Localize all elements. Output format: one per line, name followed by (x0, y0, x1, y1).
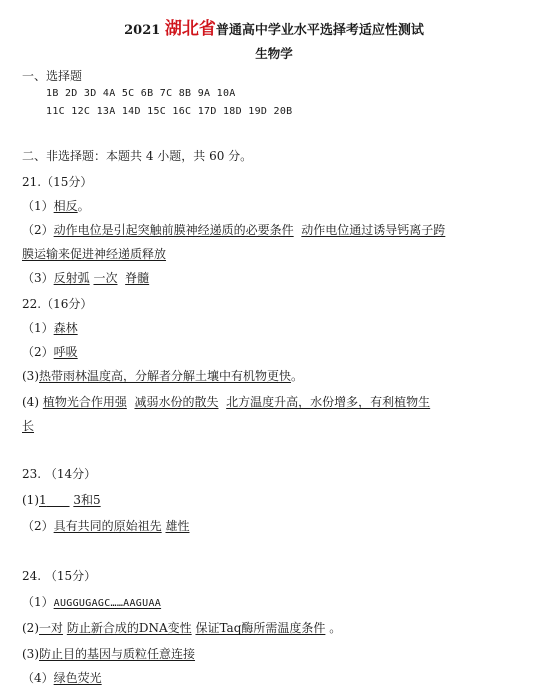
answer: 一对 (39, 621, 64, 635)
answer: 植物光合作用强 (42, 395, 127, 409)
answer: 脊髓 (125, 271, 150, 285)
part-prefix: (4) (22, 395, 39, 409)
answer: 防止目的基因与质粒任意连接 (39, 647, 196, 661)
part-prefix: （2） (22, 345, 54, 359)
answer: 3和5 (73, 493, 101, 507)
q23-part1 (22, 492, 101, 508)
part-prefix: （2） (22, 519, 54, 533)
title-province: 湖北省 (164, 19, 216, 39)
page-title (0, 14, 548, 39)
q24-part1 (22, 594, 161, 612)
q24-part2 (22, 620, 341, 636)
answer: 动作电位通过诱导钙离子跨 (301, 223, 446, 237)
q24-title: 24. （15分） (22, 569, 97, 583)
answer: 具有共同的原始祖先 (53, 519, 162, 533)
part-prefix: （4） (22, 671, 54, 685)
part-prefix: (2) (22, 621, 39, 635)
answer: 绿色荧光 (53, 671, 102, 685)
answer: 热带雨林温度高，分解者分解土壤中有机物更快 (39, 369, 292, 383)
answer: 反射弧 (53, 271, 90, 285)
answer: 减弱水份的散失 (134, 395, 219, 409)
answer: 1 (39, 493, 47, 507)
q21-part2 (22, 222, 445, 238)
answer: 森林 (53, 321, 78, 335)
part-prefix: (3) (22, 369, 39, 383)
answer: 北方温度升高，水份增多，有利植物生 (226, 395, 431, 409)
title-rest: 普通高中学业水平选择考适应性测试 (215, 23, 424, 38)
answer: 相反 (53, 199, 78, 213)
part-suffix: 。 (291, 369, 304, 383)
q22-part2 (22, 344, 78, 360)
part-suffix: 。 (77, 199, 90, 213)
q22-part1 (22, 320, 78, 336)
answer: 动作电位是引起突触前膜神经递质的必要条件 (53, 223, 294, 237)
q21-title: 21.（15分） (22, 175, 93, 189)
answer: 雄性 (165, 519, 190, 533)
q22-part4-cont (22, 418, 34, 434)
q22-part4 (22, 394, 430, 410)
part-prefix: （3） (22, 271, 54, 285)
part-prefix: （1） (22, 199, 54, 213)
answers-row-2: 11C 12C 13A 14D 15C 16C 17D 18D 19D 20B (46, 106, 293, 117)
answer: 一次 (93, 271, 118, 285)
answer: AUGGUGAGC……AAGUAA (53, 598, 162, 609)
answer: 防止新合成的DNA变性 (66, 621, 192, 635)
q24-part3 (22, 646, 195, 662)
part-prefix: （2） (22, 223, 54, 237)
q23-title: 23. （14分） (22, 467, 97, 481)
q23-part2 (22, 518, 190, 534)
answer: 保证Taq酶所需温度条件 (195, 621, 326, 635)
part-prefix: （1） (22, 595, 54, 609)
q22-title: 22.（16分） (22, 297, 93, 311)
part-prefix: （1） (22, 321, 54, 335)
q21-part3 (22, 270, 149, 286)
section2-heading: 二、非选择题：本题共 4 小题，共 60 分。 (22, 149, 253, 163)
title-year: 2021 (124, 23, 161, 38)
answer: 呼吸 (53, 345, 78, 359)
part-suffix: 。 (329, 621, 342, 635)
section1-heading: 一、选择题 (22, 69, 83, 83)
q21-part2-cont (22, 246, 166, 262)
subject-title: 生物学 (255, 46, 293, 61)
part-prefix: (3) (22, 647, 39, 661)
part-prefix: (1) (22, 493, 39, 507)
answer: 长 (22, 419, 35, 433)
q24-part4 (22, 670, 102, 686)
answer: 膜运输来促进神经递质释放 (22, 247, 167, 261)
q21-part1 (22, 198, 90, 214)
q22-part3 (22, 368, 303, 384)
answers-row-1: 1B 2D 3D 4A 5C 6B 7C 8B 9A 10A (46, 88, 236, 99)
